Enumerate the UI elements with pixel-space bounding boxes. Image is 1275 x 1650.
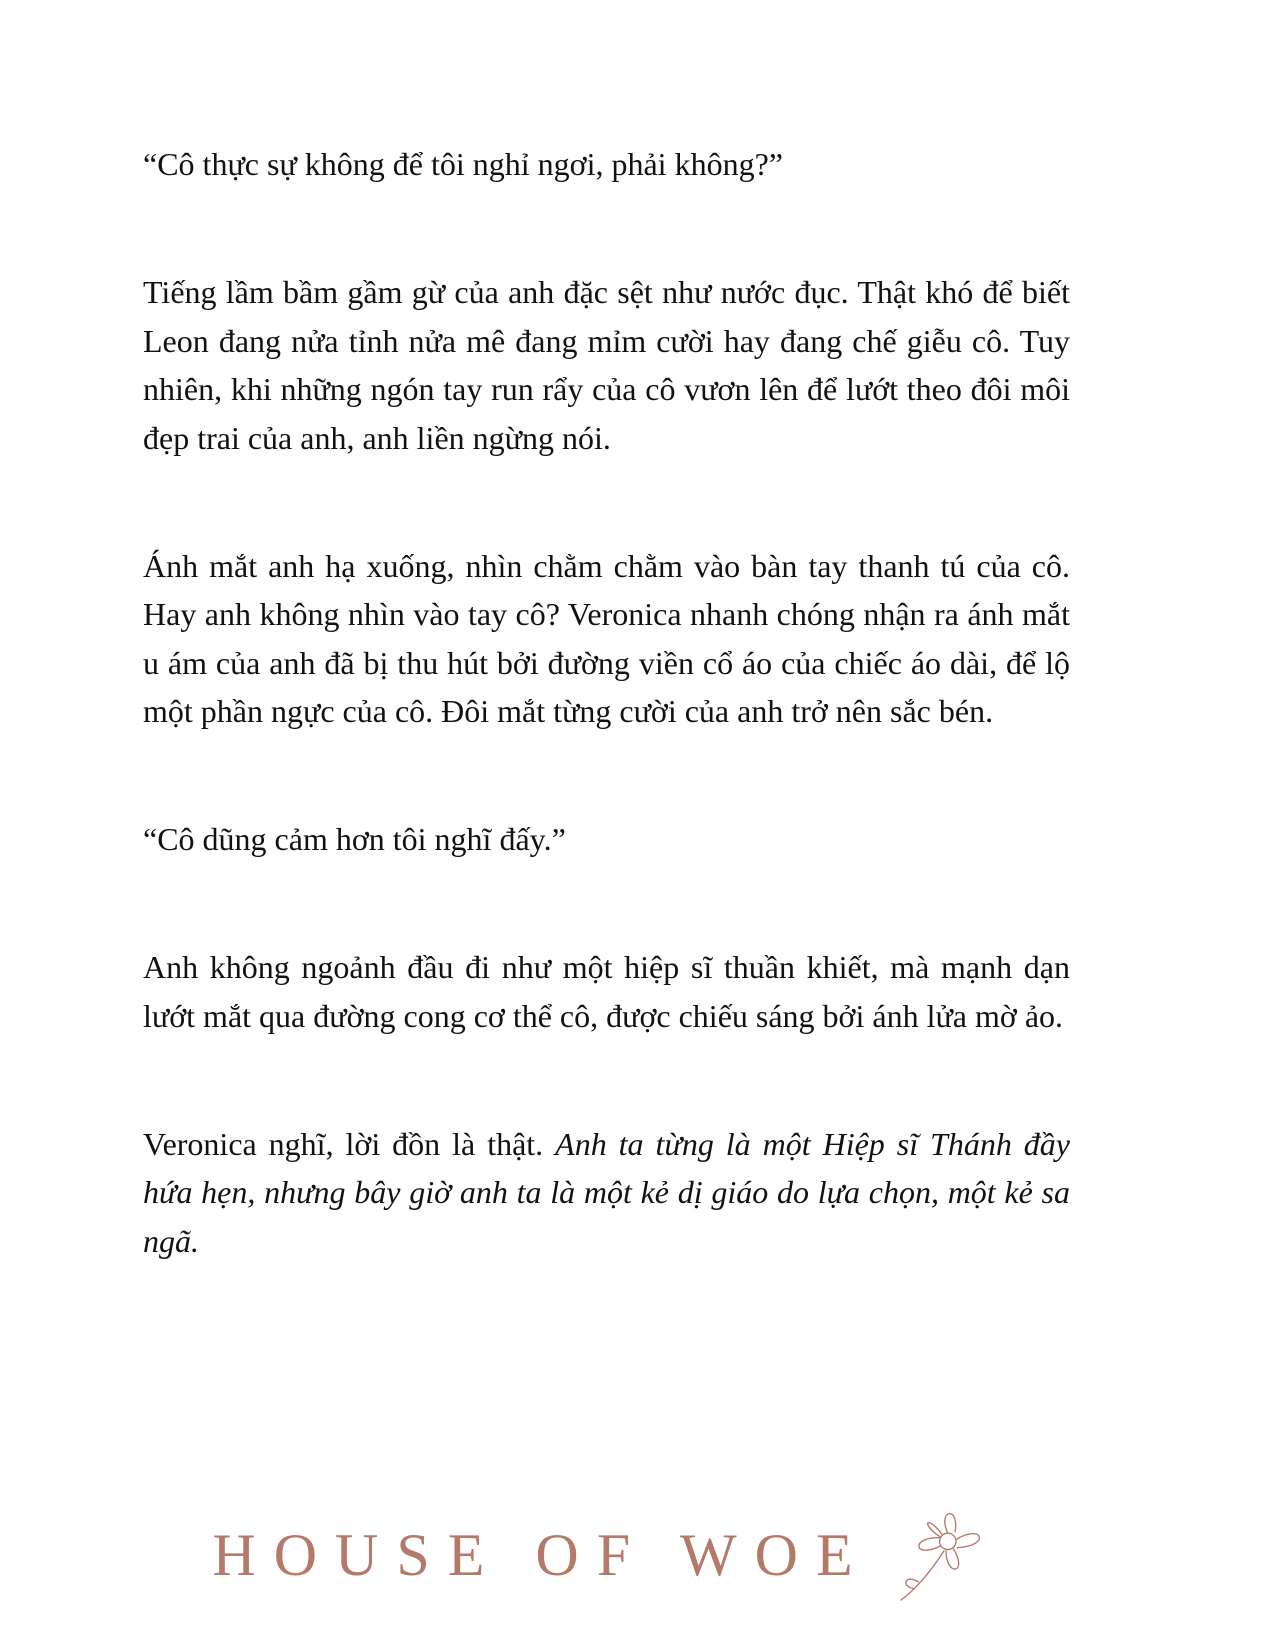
paragraph-dialogue-1: “Cô thực sự không để tôi nghỉ ngơi, phải không?” <box>143 146 783 182</box>
watermark <box>143 1500 1070 1610</box>
watermark-text: HOUSE OF WOE <box>212 1522 871 1588</box>
document-body <box>143 140 1070 1345</box>
paragraph-5: Anh không ngoảnh đầu đi như một hiệp sĩ thuần khiết, mà mạnh dạn lướt mắt qua đường cong cơ thể cô, được chiếu sáng bởi ánh lửa mờ ảo. <box>143 949 1070 1034</box>
paragraph-3: Ánh mắt anh hạ xuống, nhìn chằm chằm vào bàn tay thanh tú của cô. Hay anh không nhìn vào tay cô? Veronica nhanh chóng nhận ra ánh mắt u ám của anh đã bị thu hút bởi đường viền cổ áo của chiếc áo dài, để lộ một phần ngực của cô. Đôi mắt từng cười của anh trở nên sắc bén. <box>143 547 1070 729</box>
paragraph-dialogue-2: “Cô dũng cảm hơn tôi nghĩ đấy.” <box>143 821 566 857</box>
paragraph-6-plain: Veronica nghĩ, lời đồn là thật. <box>143 1125 556 1162</box>
flower-watermark-icon <box>891 1505 1001 1605</box>
paragraph-2: Tiếng lầm bầm gầm gừ của anh đặc sệt như nước đục. Thật khó để biết Leon đang nửa tỉnh nửa mê đang mỉm cười hay đang chế giễu cô. Tuy nhiên, khi những ngón tay run rẩy của cô vươn lên để lướt theo đôi môi đẹp trai của anh, anh liền ngừng nói. <box>143 274 1070 456</box>
paragraph-6-italic: Anh ta từng là một Hiệp sĩ Thánh đầy hứa hẹn, nhưng bây giờ anh ta là một kẻ dị giáo do lựa chọn, một kẻ sa ngã. <box>143 1125 1071 1259</box>
paragraph-6 <box>143 1120 1070 1266</box>
